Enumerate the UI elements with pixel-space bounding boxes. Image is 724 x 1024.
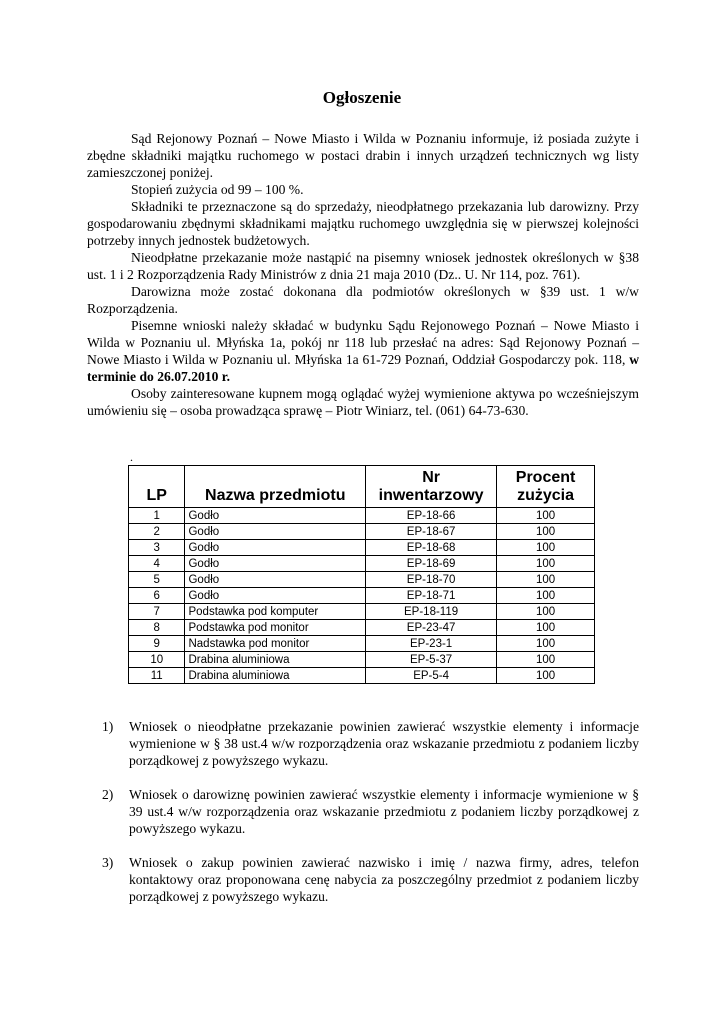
cell-lp: 8 <box>129 620 185 636</box>
cell-inventory-number: EP-5-37 <box>366 652 497 668</box>
table-row <box>129 604 595 620</box>
cell-inventory-number: EP-23-1 <box>366 636 497 652</box>
cell-inventory-number: EP-18-69 <box>366 556 497 572</box>
cell-wear-percent: 100 <box>497 572 595 588</box>
note-number: 1) <box>102 719 114 734</box>
cell-lp: 6 <box>129 588 185 604</box>
cell-wear-percent: 100 <box>497 524 595 540</box>
cell-name: Godło <box>185 572 366 588</box>
list-item <box>102 718 639 769</box>
paragraph-submission <box>87 317 639 385</box>
header-name: Nazwa przedmiotu <box>185 466 366 508</box>
cell-wear-percent: 100 <box>497 556 595 572</box>
table-row <box>129 588 595 604</box>
cell-lp: 7 <box>129 604 185 620</box>
cell-wear-percent: 100 <box>497 652 595 668</box>
note-number: 2) <box>102 787 114 802</box>
paragraph-free-transfer: Nieodpłatne przekazanie może nastąpić na pisemny wniosek jednostek określonych w §38 ust. 1 i 2 Rozporządzenia Rady Ministrów z dnia 21 maja 2010 (Dz.. U. Nr 114, poz. 761). <box>87 250 639 282</box>
cell-lp: 2 <box>129 524 185 540</box>
cell-name: Nadstawka pod monitor <box>185 636 366 652</box>
table-row <box>129 540 595 556</box>
cell-lp: 3 <box>129 540 185 556</box>
cell-wear-percent: 100 <box>497 620 595 636</box>
list-item <box>102 786 639 837</box>
paragraph-purpose: Składniki te przeznaczone są do sprzedaży, nieodpłatnego przekazania lub darowizny. Przy gospodarowaniu zbędnymi składnikami majątku ruchomego uwzględnia się w pierwszej kolejności potrzeby innych jednostek budżetowych. <box>87 199 639 248</box>
cell-name: Godło <box>185 556 366 572</box>
cell-lp: 9 <box>129 636 185 652</box>
cell-name: Drabina aluminiowa <box>185 668 366 684</box>
table-row <box>129 572 595 588</box>
cell-inventory-number: EP-5-4 <box>366 668 497 684</box>
cell-lp: 11 <box>129 668 185 684</box>
cell-wear-percent: 100 <box>497 540 595 556</box>
table-row <box>129 652 595 668</box>
cell-inventory-number: EP-18-70 <box>366 572 497 588</box>
cell-inventory-number: EP-18-68 <box>366 540 497 556</box>
list-item <box>102 854 639 905</box>
items-table <box>128 465 595 684</box>
cell-wear-percent: 100 <box>497 508 595 524</box>
table-row <box>129 524 595 540</box>
page-title: Ogłoszenie <box>322 88 402 107</box>
cell-inventory-number: EP-18-119 <box>366 604 497 620</box>
cell-wear-percent: 100 <box>497 668 595 684</box>
table-header-row <box>129 466 595 508</box>
cell-wear-percent: 100 <box>497 604 595 620</box>
notes-list <box>102 718 639 922</box>
table-row <box>129 668 595 684</box>
paragraph-donation: Darowizna może zostać dokonana dla podmiotów określonych w §39 ust. 1 w/w Rozporządzenia. <box>87 284 639 316</box>
cell-name: Drabina aluminiowa <box>185 652 366 668</box>
separator-dot: . <box>130 450 133 464</box>
note-text: Wniosek o zakup powinien zawierać nazwisko i imię / nazwa firmy, adres, telefon kontaktowy oraz proponowana cenę nabycia za poszczególny przedmiot z podaniem liczby porządkowej z powyższego wykazu. <box>129 855 639 904</box>
cell-inventory-number: EP-18-71 <box>366 588 497 604</box>
paragraph-intro: Sąd Rejonowy Poznań – Nowe Miasto i Wilda w Poznaniu informuje, iż posiada zużyte i zbędne składniki majątku ruchomego w postaci drabin i innych urządzeń technicznych wg listy zamieszczonej poniżej. <box>87 131 639 180</box>
submission-deadline: w terminie do 26.07.2010 r. <box>87 352 640 384</box>
header-inventory-number: Nr inwentarzowy <box>366 466 497 508</box>
cell-lp: 4 <box>129 556 185 572</box>
submission-text: Pisemne wnioski należy składać w budynku Sądu Rejonowego Poznań – Nowe Miasto i Wilda w Poznaniu ul. Młyńska 1a, pokój nr 118 lub przesłać na adres: Sąd Rejonowy Poznań – Nowe Miasto i Wilda w Poznaniu ul. Młyńska 1a 61-729 Poznań, Oddział Gospodarczy pok. 118, <box>87 318 639 367</box>
table-row <box>129 508 595 524</box>
cell-lp: 5 <box>129 572 185 588</box>
cell-name: Podstawka pod komputer <box>185 604 366 620</box>
cell-lp: 1 <box>129 508 185 524</box>
announcement-body <box>87 130 639 419</box>
cell-inventory-number: EP-23-47 <box>366 620 497 636</box>
note-number: 3) <box>102 855 114 870</box>
cell-name: Godło <box>185 508 366 524</box>
cell-lp: 10 <box>129 652 185 668</box>
note-text: Wniosek o nieodpłatne przekazanie powinien zawierać wszystkie elementy i informacje wymienione w § 38 ust.4 w/w rozporządzenia oraz wskazanie przedmiotu z podaniem liczby porządkowej z powyższego wykazu. <box>129 719 639 768</box>
cell-name: Godło <box>185 540 366 556</box>
paragraph-wear-level: Stopień zużycia od 99 – 100 %. <box>131 182 304 197</box>
cell-name: Godło <box>185 524 366 540</box>
cell-inventory-number: EP-18-66 <box>366 508 497 524</box>
header-wear-percent: Procent zużycia <box>497 466 595 508</box>
table-row <box>129 620 595 636</box>
table-row <box>129 636 595 652</box>
cell-inventory-number: EP-18-67 <box>366 524 497 540</box>
cell-name: Podstawka pod monitor <box>185 620 366 636</box>
cell-wear-percent: 100 <box>497 588 595 604</box>
note-text: Wniosek o darowiznę powinien zawierać wszystkie elementy i informacje wymienione w § 39 ust.4 w/w rozporządzenia oraz wskazanie przedmiotu z podaniem liczby porządkowej z powyższego wykazu. <box>129 787 639 836</box>
paragraph-contact: Osoby zainteresowane kupnem mogą oglądać wyżej wymienione aktywa po wcześniejszym umówieniu się – osoba prowadząca sprawę – Piotr Winiarz, tel. (061) 64-73-630. <box>87 386 639 418</box>
header-lp: LP <box>129 466 185 508</box>
table-row <box>129 556 595 572</box>
cell-wear-percent: 100 <box>497 636 595 652</box>
cell-name: Godło <box>185 588 366 604</box>
